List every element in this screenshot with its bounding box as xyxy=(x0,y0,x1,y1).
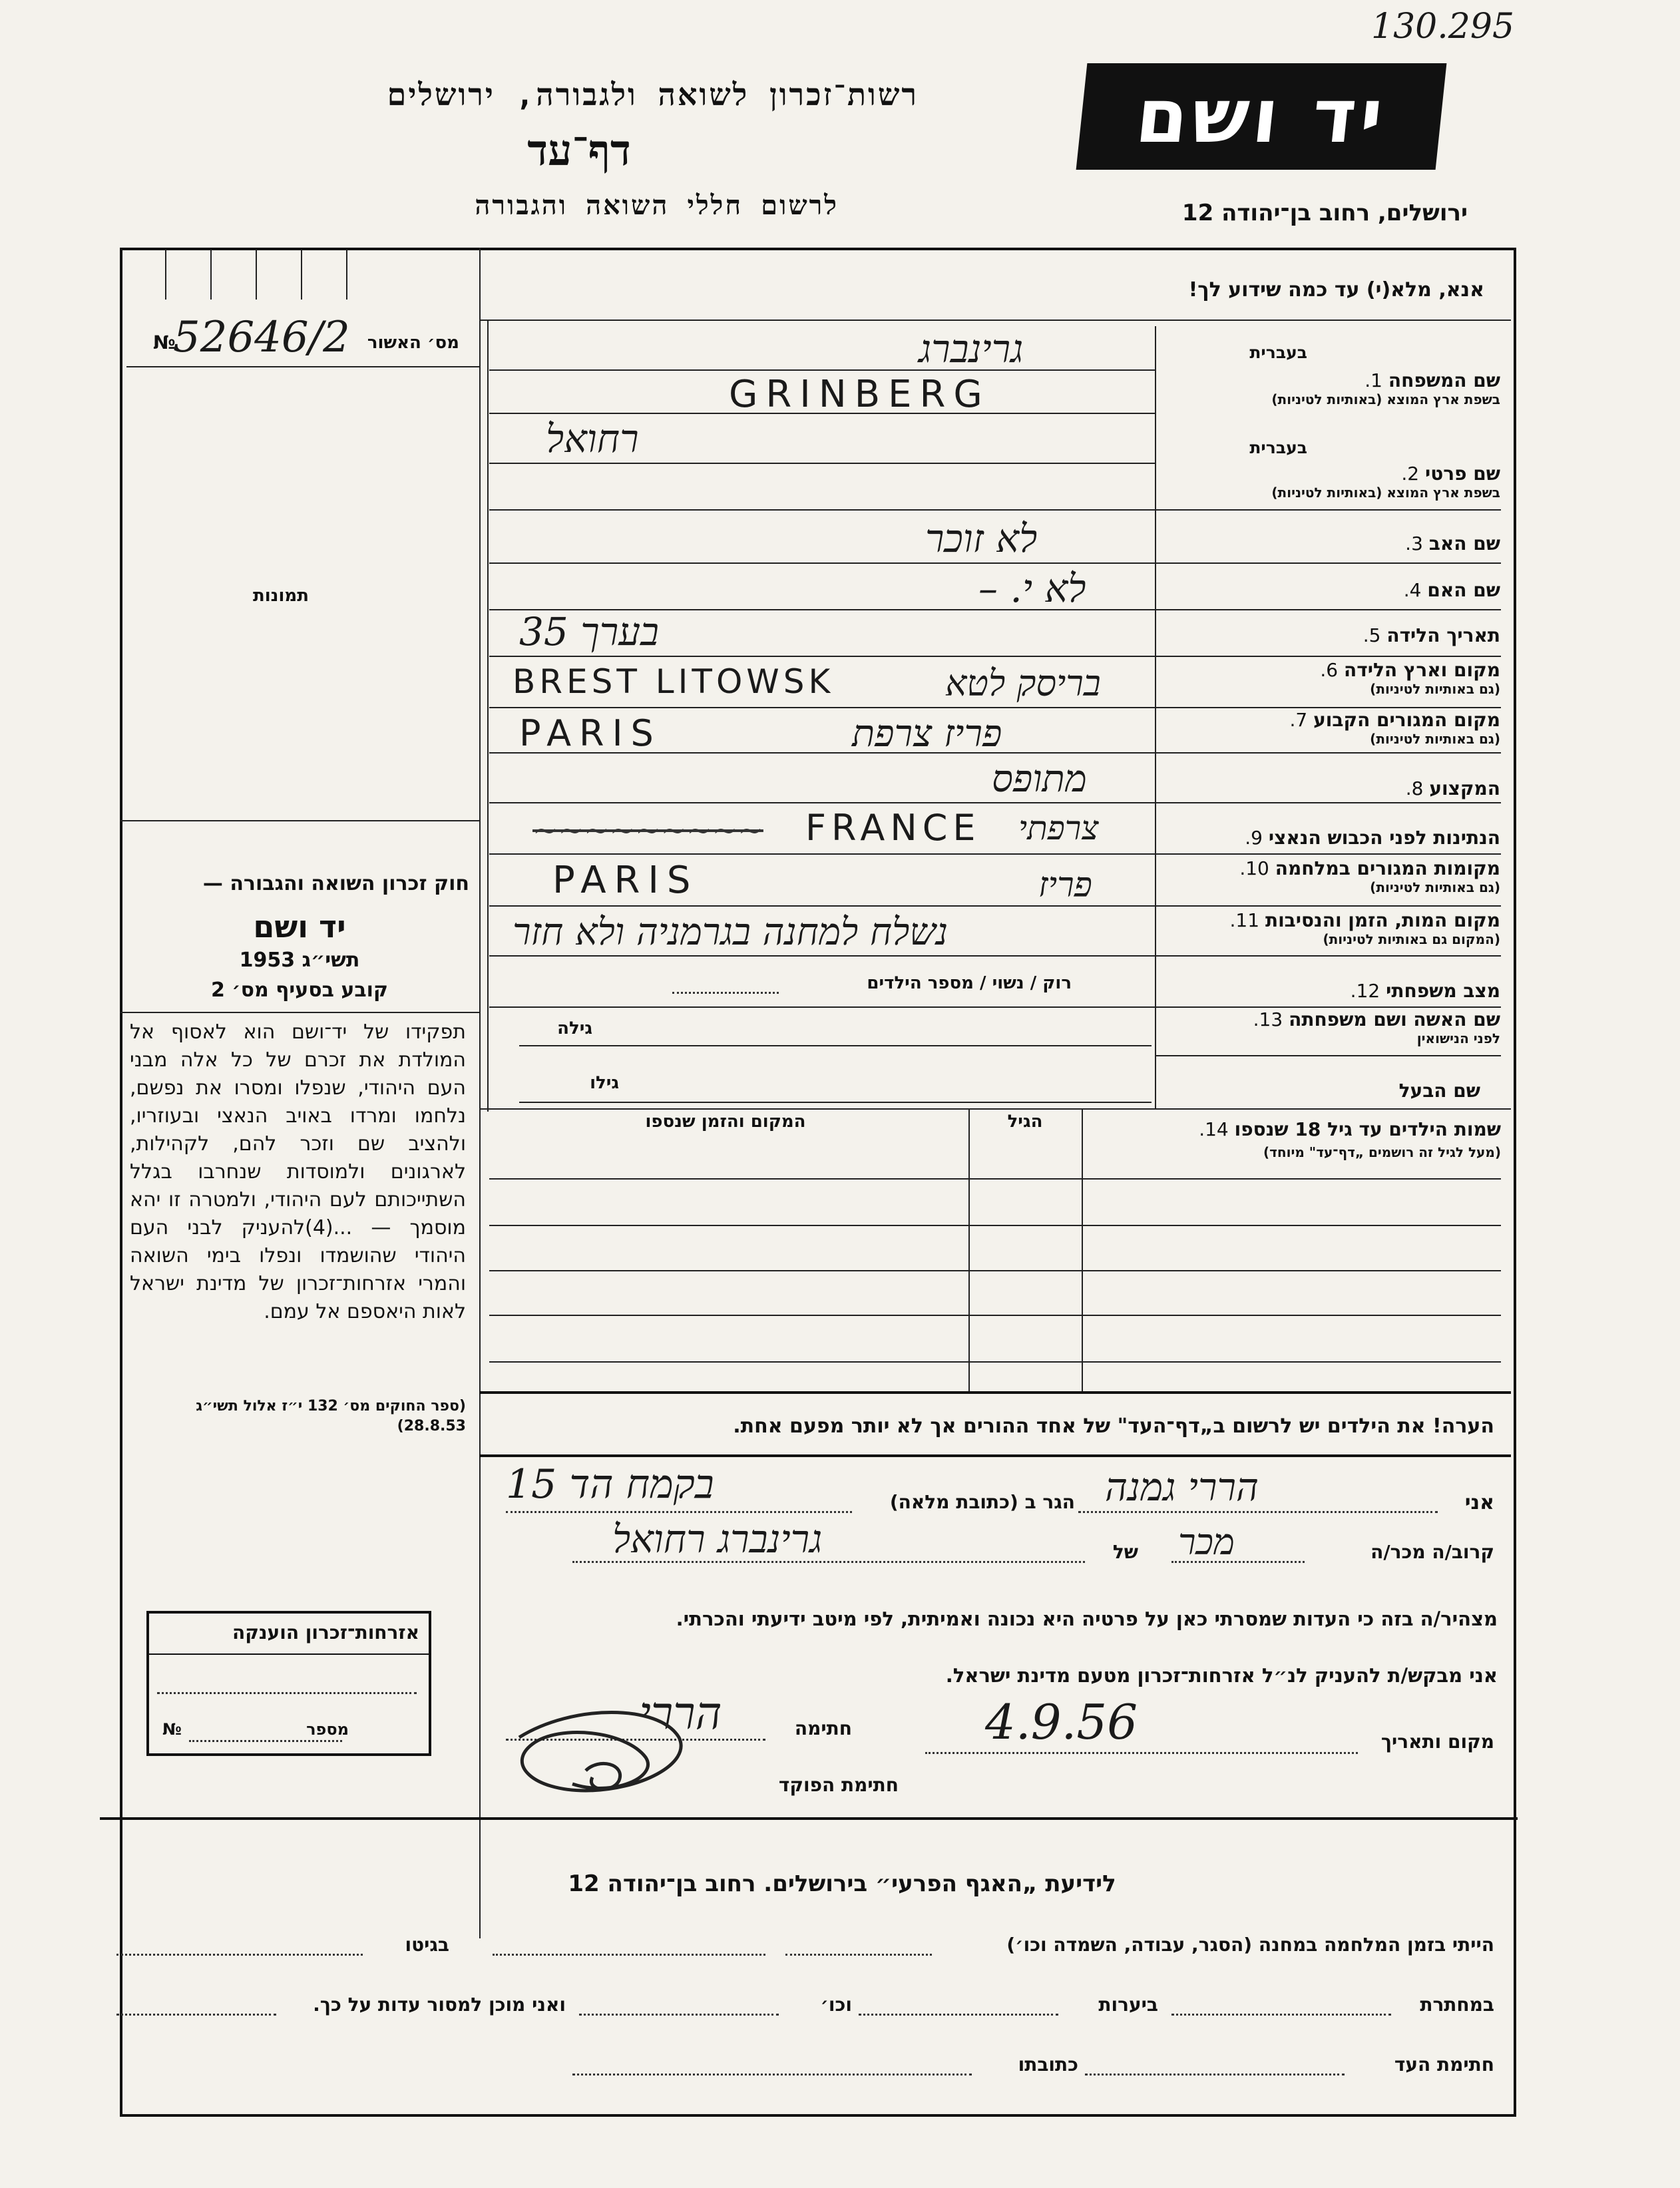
witness-date-value: 4.9.56 xyxy=(985,1694,1138,1750)
footer-line2-d: ואני מוכן למסור עדות על כך. xyxy=(313,1994,566,2016)
field-9-label-text: הנתינות לפני הכבוש הנאצי xyxy=(1268,827,1500,849)
field-4-label xyxy=(1404,579,1500,601)
field-11-num: 11. xyxy=(1229,909,1260,931)
witness-signature-value: הררי xyxy=(639,1687,722,1740)
citizenship-number-label: מספר xyxy=(306,1720,349,1739)
field-5-label-text: תאריך הלידה xyxy=(1386,624,1500,646)
children-heading xyxy=(1085,1118,1501,1160)
field-7-label-text: מקום המגורים הקבוע xyxy=(1313,709,1500,731)
field-13-label xyxy=(1253,1008,1500,1046)
children-sub: (מעל לגיל זה רושמים „דף־עד" מיוחד) xyxy=(1263,1144,1501,1160)
field-8-label-text: המקצוע xyxy=(1429,777,1500,799)
witness-relation-value: מכר xyxy=(1178,1521,1235,1563)
address: ירושלים, רחוב בן־יהודה 12 xyxy=(1181,200,1468,226)
children-table-divider xyxy=(1082,1108,1083,1391)
reg-no-prefix: № xyxy=(153,331,176,353)
field-7-value-latin: PARIS xyxy=(519,712,662,754)
field-11-sub: (המקום גם באותיות לטיניות) xyxy=(1323,931,1500,947)
form-subtitle: לרשום חללי השואה והגבורה xyxy=(475,190,839,221)
field-8-num: 8. xyxy=(1405,777,1424,799)
law-section: קובע בסעיף מס׳ 2 xyxy=(210,979,389,1002)
field-1-label xyxy=(1271,369,1500,407)
field-7-label xyxy=(1289,709,1500,747)
field-11-label-text: מקום המות, הזמן והנסיבות xyxy=(1265,909,1500,931)
archive-number: 130.295 xyxy=(1371,7,1515,47)
husband-age-label: גילו xyxy=(590,1073,619,1093)
field-5-label xyxy=(1363,624,1500,646)
witness-ani: אני xyxy=(1464,1491,1494,1514)
children-label: שמות הילדים עד גיל 18 שנספו xyxy=(1234,1118,1501,1140)
field-10-value-latin: PARIS xyxy=(552,859,699,902)
reg-no-value: 52646/2 xyxy=(173,313,350,362)
field-1-sub: בשפת ארץ המוצא (באותיות לטיניות) xyxy=(1271,391,1500,407)
scribble-struck: ~~~~~~~~~ xyxy=(532,812,763,848)
citizenship-box-title: אזרחות־זכרון הוענקה xyxy=(232,1622,419,1643)
husband-name-label: שם הבעל xyxy=(1398,1080,1480,1102)
field-10-label-text: מקומות המגורים במלחמה xyxy=(1275,857,1500,879)
field-11-value-he: נשלח למחנה בגרמניה ולא חזר xyxy=(513,911,948,954)
yad-vashem-logo xyxy=(1076,63,1447,170)
field-9-label xyxy=(1245,827,1500,849)
field-3-label xyxy=(1405,533,1500,554)
field-5-num: 5. xyxy=(1363,624,1381,646)
authority-title: רשות־זכרון לשואה ולגבורה, ירושלים xyxy=(387,77,919,112)
citizenship-no-sign: № xyxy=(162,1720,182,1739)
photo-label: תמונות xyxy=(253,586,309,606)
field-2-label xyxy=(1271,463,1500,501)
witness-of-value: גרינברג רחואל xyxy=(612,1516,823,1562)
citizenship-box xyxy=(146,1611,431,1756)
officer-signature: חתימת הפוקד xyxy=(778,1774,899,1796)
field-4-label-text: שם האם xyxy=(1427,579,1500,601)
law-year: תשי״ג 1953 xyxy=(239,949,360,972)
reg-no-label: מס׳ האשור xyxy=(367,333,459,353)
wife-age-label: גילה xyxy=(557,1018,592,1038)
footer-line1-a: הייתי בזמן המלחמה במחנה (הסגר, עבודה, השמדה וכו׳) xyxy=(1006,1934,1494,1956)
field-1-num: 1. xyxy=(1365,369,1382,391)
law-title: חוק זכרון השואה והגבורה — xyxy=(202,872,469,895)
field-8-label xyxy=(1406,777,1500,799)
field-13-sub: לפני הנישואין xyxy=(1416,1030,1500,1046)
field-3-label-text: שם האב xyxy=(1428,533,1500,554)
field-10-value-he: פריז xyxy=(1038,865,1092,905)
field-13-num: 13. xyxy=(1253,1008,1283,1030)
field-2-label-text: שם פרטי xyxy=(1424,463,1500,485)
field-6-sub: (גם באותיות לטיניות) xyxy=(1370,681,1500,697)
field-5-value-he: בערך 35 xyxy=(519,609,660,654)
field-6-value-latin: BREST LITOWSK xyxy=(513,662,835,701)
field-6-num: 6. xyxy=(1320,659,1339,681)
witness-signature-label: חתימה xyxy=(794,1717,852,1739)
field-6-label-text: מקום וארץ הלידה xyxy=(1344,659,1500,681)
field-10-sub: (גם באותיות לטיניות) xyxy=(1370,879,1500,895)
field-1-value-latin: GRINBERG xyxy=(729,373,990,416)
note: הערה! את הילדים יש לרשום ב„דף־העד" של אחד ההורים אך לא יותר מפעם אחת. xyxy=(733,1415,1494,1438)
field-3-value-he: לא זוכר xyxy=(925,516,1038,561)
witness-request: אני מבקש/ת להעניק לנ״ל אזרחות־זכרון מטעם מדינת ישראל. xyxy=(945,1664,1498,1687)
footer-line2-b: ביערות xyxy=(1098,1994,1158,2016)
field-1-value-he: גרינברג xyxy=(919,326,1024,371)
field-9-value-latin: FRANCE xyxy=(805,807,981,849)
witness-relative: קרוב/ה מכר/ה xyxy=(1370,1541,1494,1563)
field-2-hebrew-tag: בעברית xyxy=(1249,438,1307,457)
witness-of: של xyxy=(1112,1541,1138,1563)
footer-line1-b: בגיטו xyxy=(405,1934,449,1956)
field-12-num: 12. xyxy=(1350,980,1380,1002)
witness-address-value: בקמח הד 15 xyxy=(506,1461,714,1508)
witness-place-date: מקום ותאריך xyxy=(1380,1731,1494,1753)
field-11-label xyxy=(1229,909,1500,947)
footer-line2-a: במחתרת xyxy=(1420,1994,1494,2016)
field-7-value-he: פריז צרפת xyxy=(852,712,1002,756)
field-2-num: 2. xyxy=(1401,463,1420,485)
field-1-label-text: שם המשפחה xyxy=(1388,369,1500,391)
field-8-value-he: מתופס xyxy=(992,758,1087,801)
field-1-hebrew-tag: בעברית xyxy=(1249,343,1307,362)
form-title: דף־עד xyxy=(527,126,631,176)
law-name: יד ושם xyxy=(253,909,346,945)
witness-declaration: מצהיר/ה בזה כי העדות שמסרתי כאן על פרטיה היא נכונה ואמיתית, לפי מיטב ידיעתי והכרתי. xyxy=(676,1608,1498,1630)
footer-line2-c: וכו׳ xyxy=(820,1994,852,2016)
field-9-value-he: צרפתי xyxy=(1018,809,1099,847)
footer-heading: לידיעת „האגף הפרעי״ בירושלים. רחוב בן־יהודה 12 xyxy=(568,1870,1116,1897)
field-7-num: 7. xyxy=(1289,709,1308,731)
footer-line3-b: כתובתו xyxy=(1018,2054,1078,2076)
field-3-num: 3. xyxy=(1405,533,1423,554)
field-10-num: 10. xyxy=(1239,857,1269,879)
reg-no-row xyxy=(126,313,473,366)
witness-resident: הגר ב (כתובת מלאה) xyxy=(889,1491,1075,1513)
field-4-value-he: לא י. – xyxy=(978,566,1086,611)
children-num: 14. xyxy=(1199,1118,1229,1140)
field-6-value-he: בריסק לטא xyxy=(945,662,1101,704)
field-label-divider xyxy=(1155,326,1156,1108)
witness-name-value: הררי גמנה xyxy=(1105,1464,1259,1510)
children-col-age: הגיל xyxy=(1007,1112,1043,1132)
field-12-label-text: מצב משפחתי xyxy=(1386,980,1500,1002)
left-column-divider xyxy=(479,248,481,1938)
field-4-num: 4. xyxy=(1403,579,1422,601)
footer-line3-a: חתימת העד xyxy=(1394,2054,1494,2076)
law-citation: (ספר החוקים מס׳ 132 י״ז אלול תשי״ג 28.8.53) xyxy=(196,1398,466,1434)
field-9-num: 9. xyxy=(1245,827,1263,849)
field-12-label xyxy=(1351,980,1500,1002)
law-body: תפקידו של יד־ושם הוא לאסוף אל המולדת את זכרם של כל אלה מבני העם היהודי, שנפלו ומסרו את נפשם, נלחמו ומרדו באויב הנאצי ובעוזריו, ולהציב שם וזכר להם, לקהילות, לארגונים ולמוסדות שנחרבו בגלל השתייכותם לעם היהודי, ולמטרה זו יהא מוסמך — ...(4)להעניק לבני העם היהודי שהושמדו ונפלו בימי השואה והמרי אזרחות־זכרון של מדינת ישראל לאות היאספם אל עמם. xyxy=(130,1020,466,1323)
marital-options: רוק / נשוי / מספר הילדים xyxy=(867,973,1072,993)
field-6-label xyxy=(1320,659,1500,697)
field-2-value-he: רחואל xyxy=(546,416,639,461)
field-10-label xyxy=(1239,857,1500,895)
children-col-place: המקום והזמן שנספו xyxy=(645,1112,806,1132)
logo-text: יד ושם xyxy=(1132,73,1391,160)
field-13-label-text: שם האשה ושם משפחתה xyxy=(1289,1008,1500,1030)
signature-scribble xyxy=(493,1691,706,1811)
field-7-sub: (גם באותיות לטיניות) xyxy=(1370,731,1500,747)
instruction: אנא, מלא(י) עד כמה שידוע לך! xyxy=(1188,278,1484,302)
field-2-sub: בשפת ארץ המוצא (באותיות לטיניות) xyxy=(1271,485,1500,501)
